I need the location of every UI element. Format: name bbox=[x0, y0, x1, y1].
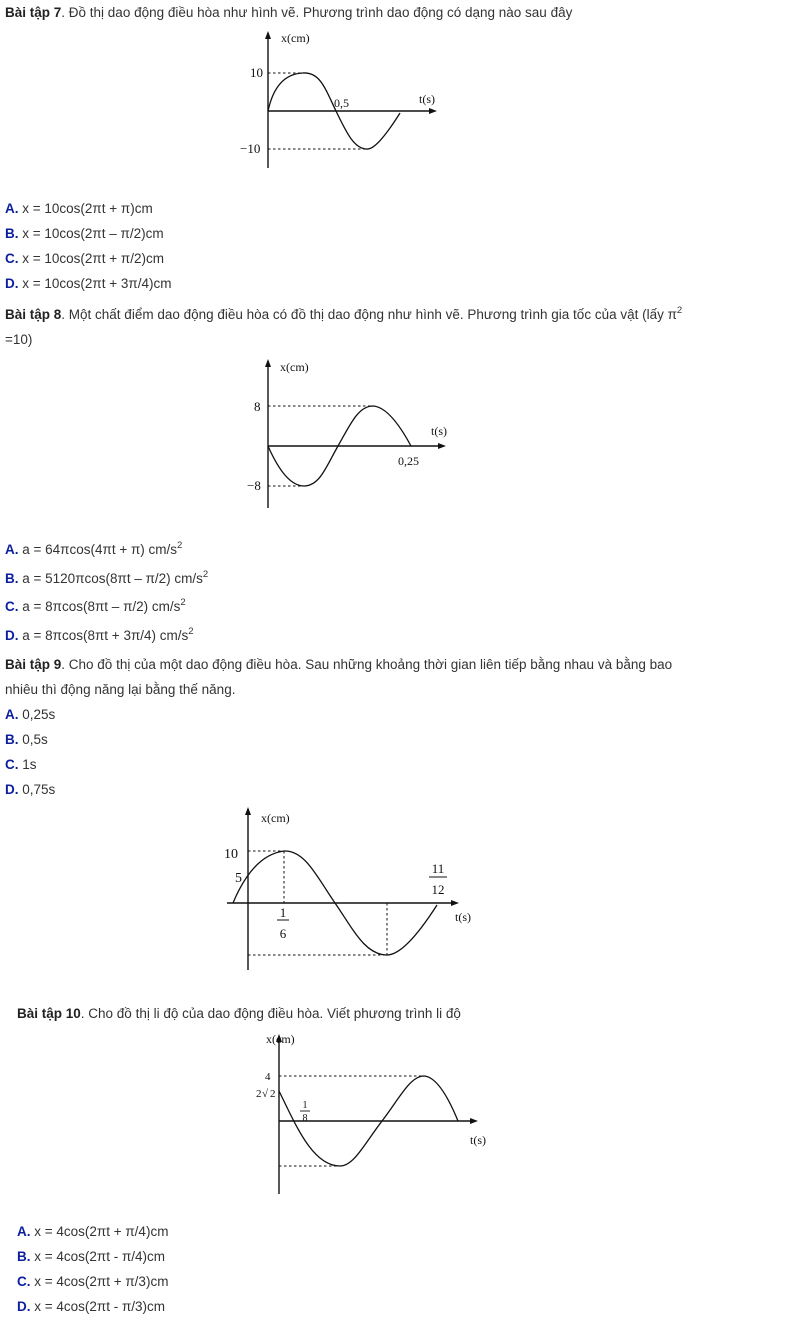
ex9-option-c bbox=[5, 756, 37, 774]
ex9-text: . Cho đồ thị của một dao động điều hòa. Sau những khoảng thời gian liên tiếp bằng nhau và bằng bao bbox=[61, 657, 673, 672]
ex9-t1-denominator: 6 bbox=[279, 926, 287, 941]
option-text: a = 8πcos(8πt + 3π/4) cm/s bbox=[22, 628, 189, 643]
option-sup: 2 bbox=[188, 626, 194, 637]
ex7-t-mark: 0,5 bbox=[334, 96, 349, 110]
ex10-option-a bbox=[17, 1223, 168, 1241]
ex9-question bbox=[5, 656, 672, 674]
ex7-option-a bbox=[5, 200, 153, 218]
ex10-label: Bài tập 10 bbox=[17, 1006, 81, 1021]
ex10-question bbox=[17, 1005, 461, 1023]
ex10-graph bbox=[250, 1028, 495, 1198]
option-text: x = 4cos(2πt - π/3)cm bbox=[34, 1299, 166, 1314]
ex7-option-c bbox=[5, 250, 164, 268]
ex7-max-label: 10 bbox=[250, 65, 263, 80]
ex8-text: . Một chất điểm dao động điều hòa có đồ thị dao động như hình vẽ. Phương trình gia tốc của vật (lấy π bbox=[61, 307, 677, 322]
option-text: a = 64πcos(4πt + π) cm/s bbox=[22, 542, 178, 557]
option-letter: A. bbox=[17, 1224, 31, 1239]
option-letter: C. bbox=[5, 599, 19, 614]
ex8-max-label: 8 bbox=[254, 399, 261, 414]
ex9-label: Bài tập 9 bbox=[5, 657, 62, 672]
ex8-option-d bbox=[5, 627, 194, 645]
option-sup: 2 bbox=[177, 540, 183, 551]
ex7-text: . Đồ thị dao động điều hòa như hình vẽ. Phương trình dao động có dạng nào sau đây bbox=[61, 5, 573, 20]
ex9-x-axis-label: t(s) bbox=[455, 910, 471, 924]
ex10-t-denominator: 8 bbox=[302, 1113, 308, 1124]
ex8-graph bbox=[238, 355, 458, 510]
ex8-question bbox=[5, 306, 682, 324]
option-letter: D. bbox=[5, 276, 19, 291]
ex8-x-axis-label: t(s) bbox=[431, 424, 447, 438]
ex7-x-arrow-icon bbox=[429, 108, 437, 114]
ex7-graph bbox=[230, 28, 450, 173]
ex10-option-c bbox=[17, 1273, 168, 1291]
ex10-text: . Cho đồ thị li độ của dao động điều hòa. Viết phương trình li độ bbox=[80, 1006, 461, 1021]
ex9-max-label: 10 bbox=[224, 847, 238, 862]
ex8-question-cont: =10) bbox=[5, 332, 33, 347]
ex9-x-arrow-icon bbox=[451, 900, 459, 906]
ex8-option-c bbox=[5, 598, 186, 616]
ex7-option-b bbox=[5, 225, 164, 243]
ex9-y-axis-label: x(cm) bbox=[261, 811, 290, 825]
option-text: 0,25s bbox=[22, 707, 56, 722]
option-text: x = 10cos(2πt + π/2)cm bbox=[22, 251, 164, 266]
option-letter: D. bbox=[5, 782, 19, 797]
ex8-y-axis-label: x(cm) bbox=[280, 360, 309, 374]
option-sup: 2 bbox=[202, 569, 209, 580]
option-letter: A. bbox=[5, 542, 19, 557]
ex9-option-a bbox=[5, 706, 55, 724]
option-text: x = 4cos(2πt + π/4)cm bbox=[34, 1224, 169, 1239]
ex8-min-label: −8 bbox=[247, 478, 261, 493]
ex9-option-d bbox=[5, 781, 55, 799]
option-letter: C. bbox=[17, 1274, 31, 1289]
ex10-option-b bbox=[17, 1248, 165, 1266]
option-text: 0,5s bbox=[22, 732, 48, 747]
option-letter: D. bbox=[5, 628, 19, 643]
ex7-min-label: −10 bbox=[240, 141, 261, 156]
ex10-x-axis-label: t(s) bbox=[470, 1133, 486, 1147]
ex9-half-label: 5 bbox=[235, 871, 242, 886]
option-text: x = 4cos(2πt - π/4)cm bbox=[34, 1249, 166, 1264]
ex7-question bbox=[5, 4, 572, 22]
option-text: x = 4cos(2πt + π/3)cm bbox=[34, 1274, 169, 1289]
option-text: a = 8πcos(8πt – π/2) cm/s bbox=[22, 599, 181, 614]
option-sup: 2 bbox=[180, 597, 186, 608]
ex8-option-a bbox=[5, 541, 182, 559]
ex10-y-axis-label: x(cm) bbox=[266, 1032, 295, 1046]
ex8-option-b bbox=[5, 570, 208, 588]
ex10-x-arrow-icon bbox=[470, 1118, 478, 1124]
option-letter: B. bbox=[5, 226, 19, 241]
ex9-t1-numerator: 1 bbox=[279, 905, 287, 920]
ex8-x-arrow-icon bbox=[438, 443, 446, 449]
option-text: x = 10cos(2πt + 3π/4)cm bbox=[22, 276, 172, 291]
option-letter: C. bbox=[5, 251, 19, 266]
ex9-t2-numerator: 11 bbox=[431, 861, 445, 876]
ex9-option-b bbox=[5, 731, 48, 749]
option-text: 1s bbox=[22, 757, 37, 772]
option-letter: C. bbox=[5, 757, 19, 772]
option-letter: A. bbox=[5, 201, 19, 216]
ex7-x-axis-label: t(s) bbox=[419, 92, 435, 106]
ex7-option-d bbox=[5, 275, 171, 293]
ex8-t-mark: 0,25 bbox=[398, 454, 419, 468]
option-text: a = 5120πcos(8πt – π/2) cm/s bbox=[22, 571, 203, 586]
ex8-sup: 2 bbox=[676, 305, 683, 316]
ex9-question-cont: nhiêu thì động năng lại bằng thế năng. bbox=[5, 682, 236, 697]
option-letter: A. bbox=[5, 707, 19, 722]
ex9-t2-denominator: 12 bbox=[431, 882, 445, 897]
ex7-y-arrow-icon bbox=[265, 31, 271, 39]
ex10-x0-coef: 2 bbox=[256, 1088, 262, 1100]
ex8-label: Bài tập 8 bbox=[5, 307, 62, 322]
option-text: x = 10cos(2πt – π/2)cm bbox=[22, 226, 164, 241]
option-text: x = 10cos(2πt + π)cm bbox=[22, 201, 153, 216]
ex9-y-arrow-icon bbox=[245, 807, 251, 815]
ex7-y-axis-label: x(cm) bbox=[281, 31, 310, 45]
ex10-x0-root: 2 bbox=[270, 1088, 276, 1100]
ex10-option-d bbox=[17, 1298, 165, 1316]
option-letter: B. bbox=[17, 1249, 31, 1264]
ex10-max-label: 4 bbox=[265, 1071, 271, 1083]
ex10-sqrt-icon: √ bbox=[262, 1088, 269, 1100]
ex8-y-arrow-icon bbox=[265, 359, 271, 367]
option-letter: B. bbox=[5, 571, 19, 586]
option-letter: B. bbox=[5, 732, 19, 747]
option-letter: D. bbox=[17, 1299, 31, 1314]
ex10-t-numerator: 1 bbox=[302, 1100, 308, 1111]
ex9-graph bbox=[215, 805, 485, 975]
ex7-label: Bài tập 7 bbox=[5, 5, 62, 20]
option-text: 0,75s bbox=[22, 782, 56, 797]
